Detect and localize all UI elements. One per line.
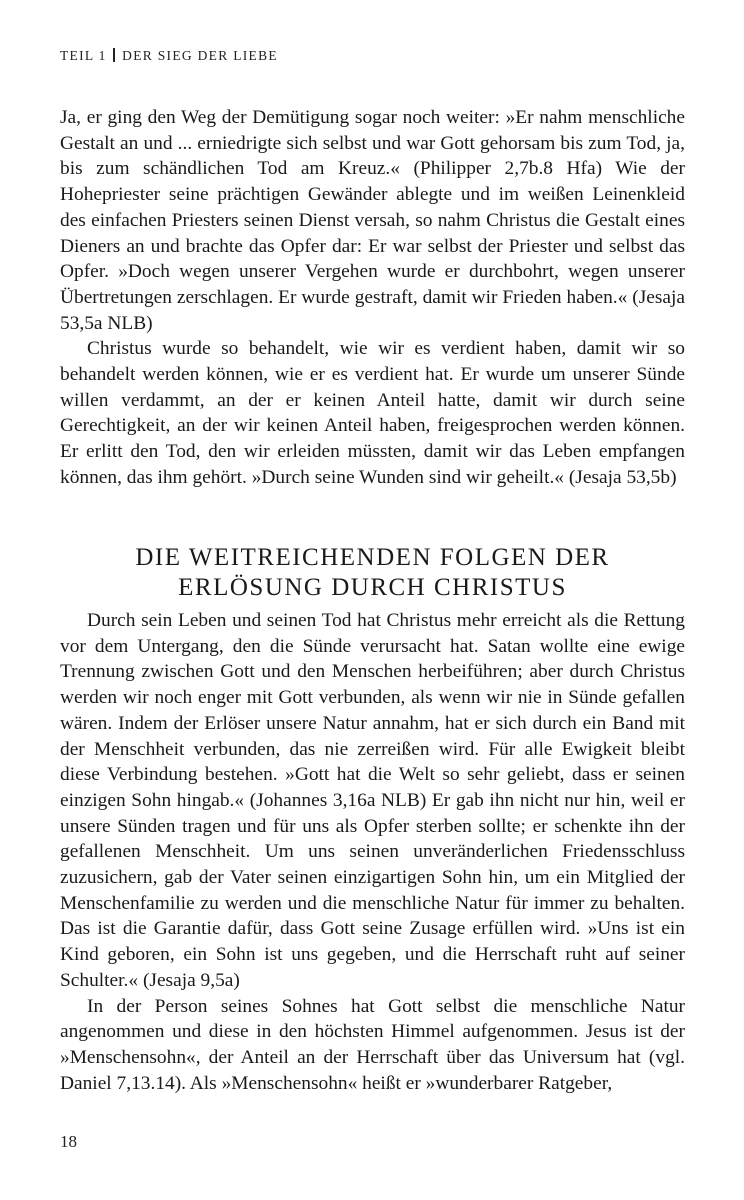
running-head-title: DER SIEG DER LIEBE	[122, 48, 278, 63]
body-text-block	[60, 105, 685, 491]
section-heading	[60, 543, 685, 603]
running-head	[60, 46, 278, 66]
running-head-separator	[113, 48, 116, 62]
section-heading-line-1: DIE WEITREICHENDEN FOLGEN DER	[135, 544, 610, 571]
section-text-block	[60, 608, 685, 1096]
page-number: 18	[60, 1132, 77, 1151]
paragraph: Christus wurde so behandelt, wie wir es verdient haben, damit wir so behandelt werden können, wie er es verdient hat. Er wurde um unserer Sünde willen verdammt, an der er keinen Anteil hatte, damit wir durch seine Gerechtigkeit, an der wir keinen Anteil haben, freigesprochen werden können. Er erlitt den Tod, den wir erleiden müssten, damit wir das Leben empfangen können, das ihm gehört. »Durch seine Wunden sind wir geheilt.« (Jesaja 53,5b)	[60, 338, 685, 488]
paragraph: Durch sein Leben und seinen Tod hat Christus mehr erreicht als die Rettung vor dem Untergang, den die Sünde verursacht hat. Satan wollte eine ewige Trennung zwischen Gott und den Menschen herbeiführen; aber durch Christus werden wir noch enger mit Gott verbunden, als wenn wir nie in Sünde gefallen wären. Indem der Erlöser unsere Natur annahm, hat er sich durch ein Band mit der Menschheit verbunden, das nie zerreißen wird. Für alle Ewigkeit bleibt diese Verbindung bestehen. »Gott hat die Welt so sehr geliebt, dass er seinen einzigen Sohn hingab.« (Johannes 3,16a NLB) Er gab ihn nicht nur hin, weil er unsere Sünden tragen und für uns als Opfer sterben sollte; er schenkte ihn der gefallenen Menschheit. Um uns seinen unveränderlichen Friedensschluss zuzusichern, gab der Vater seinen einzigartigen Sohn hin, um ein Mitglied der Menschenfamilie zu werden und die menschliche Natur für immer zu behalten. Das ist die Garantie dafür, dass Gott seine Zusage erfüllen wird. »Uns ist ein Kind geboren, ein Sohn ist uns gegeben, und die Herrschaft ruht auf seiner Schulter.« (Jesaja 9,5a)	[60, 610, 685, 991]
running-head-part: TEIL 1	[60, 48, 107, 63]
paragraph: Ja, er ging den Weg der Demütigung sogar noch weiter: »Er nahm menschliche Gestalt an und ... erniedrigte sich selbst und war Gott gehorsam bis zum Tod, ja, bis zum schändlichen Tod am Kreuz.« (Philipper 2,7b.8 Hfa) Wie der Hohepriester seine prächtigen Gewänder ablegte und im weißen Leinenkleid des einfachen Priesters seinen Dienst versah, so nahm Christus die Gestalt eines Dieners an und brachte das Opfer dar: Er war selbst der Priester und selbst das Opfer. »Doch wegen unserer Vergehen wurde er durchbohrt, wegen unserer Übertretungen zerschlagen. Er wurde gestraft, damit wir Frieden haben.« (Jesaja 53,5a NLB)	[60, 107, 685, 334]
section-heading-line-2: ERLÖSUNG DURCH CHRISTUS	[178, 574, 567, 601]
paragraph: In der Person seines Sohnes hat Gott selbst die menschliche Natur angenommen und diese in den höchsten Himmel aufgenommen. Jesus ist der »Menschensohn«, der Anteil an der Herrschaft über das Universum hat (vgl. Daniel 7,13.14). Als »Menschensohn« heißt er »wunderbarer Ratgeber,	[60, 995, 685, 1094]
